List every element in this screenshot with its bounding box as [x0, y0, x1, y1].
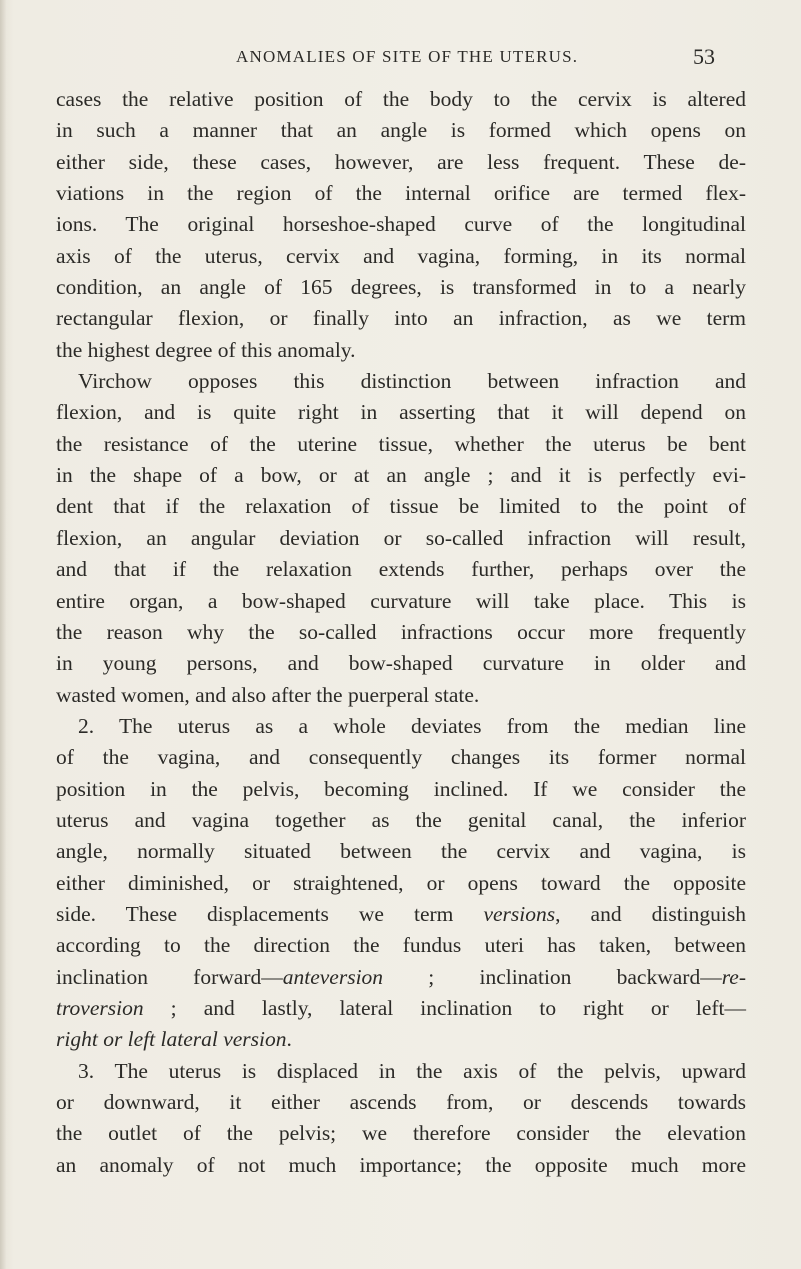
text-line: or downward, it either ascends from, or descends towards [56, 1090, 746, 1114]
text-line: the resistance of the uterine tissue, whether the uterus be bent [56, 431, 746, 456]
text-line: the outlet of the pelvis; we therefore consider the elevation [56, 1121, 746, 1146]
text-line: position in the pelvis, becoming inclined. If we consider the [56, 776, 746, 801]
text-line: flexion, an angular deviation or so-called infraction will result, [56, 525, 746, 550]
text-line: in young persons, and bow-shaped curvature in older and [56, 651, 746, 676]
text-line: in the shape of a bow, or at an angle ; and it is perfectly evi- [56, 463, 746, 488]
text-line: angle, normally situated between the cervix and vagina, is [56, 839, 746, 864]
text-line: flexion, and is quite right in asserting that it will depend on [56, 400, 746, 425]
text-line: 3. The uterus is displaced in the axis of the pelvis, upward [78, 1058, 746, 1083]
text-line: dent that if the relaxation of tissue be limited to the point of [56, 494, 746, 519]
text-line: inclination forward—anteversion ; inclination backward—re- [56, 964, 746, 989]
text-line: rectangular flexion, or finally into an infraction, as we term [56, 306, 746, 331]
text-line: entire organ, a bow-shaped curvature will take place. This is [56, 588, 746, 613]
text-line: either side, these cases, however, are less frequent. These de- [56, 149, 746, 174]
text-line: in such a manner that an angle is formed which opens on [56, 118, 746, 143]
text-line: viations in the region of the internal orifice are termed flex- [56, 181, 746, 206]
body-text [56, 84, 746, 1181]
text-line: of the vagina, and consequently changes its former normal [56, 745, 746, 770]
text-line: either diminished, or straightened, or opens toward the opposite [56, 870, 746, 895]
text-line: uterus and vagina together as the genital canal, the inferior [56, 807, 746, 832]
text-line: side. These displacements we term versions, and distinguish [56, 901, 746, 926]
text-line: right or left lateral version. [56, 1027, 292, 1052]
text-line: an anomaly of not much importance; the opposite much more [56, 1152, 746, 1177]
text-line: ions. The original horseshoe-shaped curve of the longitudinal [56, 212, 746, 237]
text-line: the highest degree of this anomaly. [56, 337, 356, 362]
text-line: axis of the uterus, cervix and vagina, forming, in its normal [56, 243, 746, 268]
text-line: the reason why the so-called infractions occur more frequently [56, 619, 746, 644]
text-line: cases the relative position of the body to the cervix is altered [56, 87, 746, 111]
running-title: ANOMALIES OF SITE OF THE UTERUS. [236, 47, 579, 66]
text-line: according to the direction the fundus uteri has taken, between [56, 933, 746, 958]
text-line: troversion ; and lastly, lateral inclination to right or left— [56, 995, 746, 1020]
page-edge-shadow [0, 0, 6, 1269]
running-head [0, 44, 801, 77]
text-line: 2. The uterus as a whole deviates from the median line [78, 713, 746, 738]
page-number: 53 [693, 44, 715, 69]
text-line: Virchow opposes this distinction between infraction and [78, 369, 746, 394]
text-line: condition, an angle of 165 degrees, is transformed in to a nearly [56, 275, 746, 300]
text-line: wasted women, and also after the puerperal state. [56, 682, 480, 707]
text-line: and that if the relaxation extends further, perhaps over the [56, 557, 746, 582]
